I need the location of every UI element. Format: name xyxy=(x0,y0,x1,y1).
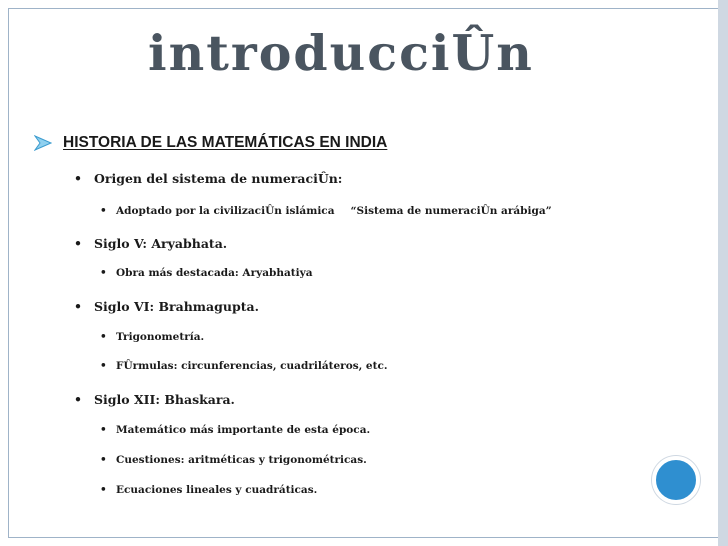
list-item-text: Obra más destacada: Aryabhatiya xyxy=(116,267,313,279)
list-item xyxy=(100,267,313,279)
list-item-text: FÛrmulas: circunferencias, cuadriláteros, etc. xyxy=(116,360,388,372)
bullet-icon: • xyxy=(100,360,107,372)
list-item-text: Trigonometría. xyxy=(116,331,205,343)
list-item-text: Ecuaciones lineales y cuadráticas. xyxy=(116,484,318,496)
side-decoration-bar xyxy=(718,0,728,546)
list-item xyxy=(100,424,370,436)
list-item xyxy=(100,205,552,217)
list-item-text: Origen del sistema de numeraciÛn: xyxy=(94,171,343,186)
list-item-text: Adoptado por la civilizaciÛn islámica xyxy=(116,205,335,217)
arrow-bullet-icon xyxy=(34,134,52,152)
list-item-text: Cuestiones: aritméticas y trigonométricas. xyxy=(116,454,367,466)
list-item xyxy=(100,454,367,466)
list-item-text: Siglo XII: Bhaskara. xyxy=(94,392,235,407)
bullet-icon: • xyxy=(74,299,82,314)
list-item xyxy=(100,331,204,343)
blue-circle-icon xyxy=(652,456,700,504)
list-item-text: Siglo VI: Brahmagupta. xyxy=(94,299,259,314)
list-item xyxy=(74,299,259,314)
list-item-text: Siglo V: Aryabhata. xyxy=(94,236,228,251)
list-item xyxy=(100,484,317,496)
bullet-icon: • xyxy=(74,171,82,186)
slide-title: introducciÛn xyxy=(148,24,534,82)
main-bullet xyxy=(34,134,387,152)
bullet-icon: • xyxy=(100,454,107,466)
list-item xyxy=(74,392,235,407)
list-item xyxy=(74,171,342,186)
list-item-text: Matemático más importante de esta época. xyxy=(116,424,371,436)
list-item xyxy=(74,236,227,251)
main-bullet-text: HISTORIA DE LAS MATEMÁTICAS EN INDIA xyxy=(63,134,388,151)
list-item xyxy=(100,360,388,372)
bullet-icon: • xyxy=(74,392,82,407)
bullet-icon: • xyxy=(74,236,82,251)
list-item-quote: “Sistema de numeraciÛn arábiga” xyxy=(350,205,552,217)
bullet-icon: • xyxy=(100,484,107,496)
bullet-icon: • xyxy=(100,205,107,217)
bullet-icon: • xyxy=(100,424,107,436)
bullet-icon: • xyxy=(100,267,107,279)
bullet-icon: • xyxy=(100,331,107,343)
